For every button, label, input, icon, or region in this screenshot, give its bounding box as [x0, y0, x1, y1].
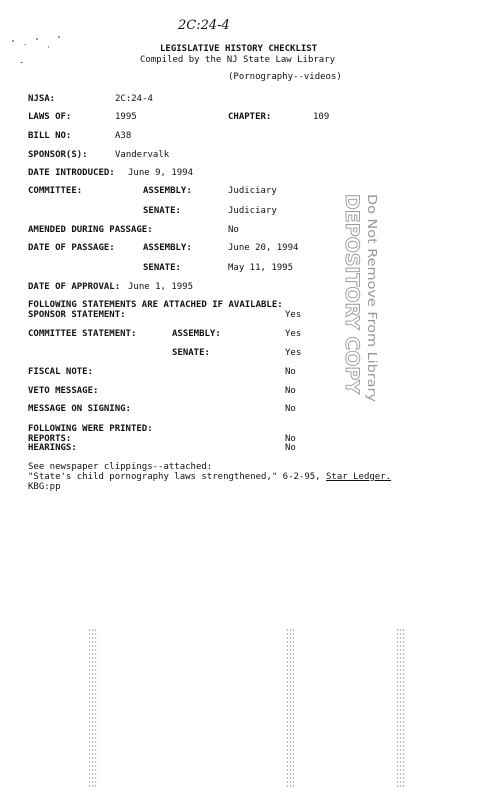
- message-on-signing-label: MESSAGE ON SIGNING:: [28, 404, 131, 414]
- committee-senate-label: SENATE:: [143, 206, 181, 216]
- scan-noise-left: [88, 628, 98, 788]
- sponsor-statement-value: Yes: [285, 310, 302, 320]
- statement-senate-label: SENATE:: [172, 348, 210, 358]
- sponsor-value: Vandervalk: [115, 150, 170, 160]
- clipping-source: Star Ledger.: [326, 472, 392, 482]
- statement-assembly-label: ASSEMBLY:: [172, 329, 221, 339]
- date-introduced-label: DATE INTRODUCED:: [28, 168, 115, 178]
- passage-assembly-value: June 20, 1994: [228, 243, 299, 253]
- statement-assembly-value: Yes: [285, 329, 302, 339]
- passage-senate-label: SENATE:: [143, 263, 181, 273]
- reports-value: No: [285, 434, 296, 444]
- initials: KBG:pp: [28, 482, 61, 492]
- checklist-subtitle: Compiled by the NJ State Law Library: [140, 55, 336, 65]
- checklist-topic: (Pornography--videos): [228, 72, 342, 82]
- statements-heading: FOLLOWING STATEMENTS ARE ATTACHED IF AVAILABLE:: [28, 300, 283, 310]
- fiscal-note-value: No: [285, 367, 296, 377]
- amended-value: No: [228, 225, 239, 235]
- committee-assembly-value: Judiciary: [228, 186, 277, 196]
- veto-message-label: VETO MESSAGE:: [28, 386, 99, 396]
- njsa-label: NJSA:: [28, 94, 56, 104]
- bill-no-label: BILL NO:: [28, 131, 72, 141]
- sponsor-statement-label: SPONSOR STATEMENT:: [28, 310, 126, 320]
- committee-label: COMMITTEE:: [28, 186, 83, 196]
- clippings-note: See newspaper clippings--attached:: [28, 462, 213, 472]
- passage-senate-value: May 11, 1995: [228, 263, 294, 273]
- message-on-signing-value: No: [285, 404, 296, 414]
- date-of-approval-value: June 1, 1995: [128, 282, 194, 292]
- date-introduced-value: June 9, 1994: [128, 168, 194, 178]
- checklist-title: LEGISLATIVE HISTORY CHECKLIST: [160, 44, 318, 54]
- chapter-label: CHAPTER:: [228, 112, 272, 122]
- reports-label: REPORTS:: [28, 434, 72, 444]
- laws-of-value: 1995: [115, 112, 137, 122]
- statement-senate-value: Yes: [285, 348, 302, 358]
- printed-heading: FOLLOWING WERE PRINTED:: [28, 424, 153, 434]
- handwritten-citation: 2C:24-4: [178, 18, 230, 33]
- sponsor-label: SPONSOR(S):: [28, 150, 88, 160]
- hearings-label: HEARINGS:: [28, 443, 77, 453]
- scan-noise-center: [286, 628, 294, 788]
- laws-of-label: LAWS OF:: [28, 112, 72, 122]
- clipping-citation: [28, 472, 391, 483]
- depository-copy-stamp: [328, 186, 388, 426]
- chapter-value: 109: [313, 112, 330, 122]
- fiscal-note-label: FISCAL NOTE:: [28, 367, 94, 377]
- committee-assembly-label: ASSEMBLY:: [143, 186, 192, 196]
- hearings-value: No: [285, 443, 296, 453]
- committee-statement-label: COMMITTEE STATEMENT:: [28, 329, 137, 339]
- stamp-line-2: Do Not Remove From Library: [365, 194, 379, 368]
- passage-assembly-label: ASSEMBLY:: [143, 243, 192, 253]
- veto-message-value: No: [285, 386, 296, 396]
- bill-no-value: A38: [115, 131, 132, 141]
- date-of-approval-label: DATE OF APPROVAL:: [28, 282, 121, 292]
- stamp-line-1: DEPOSITORY COPY: [341, 194, 363, 395]
- njsa-value: 2C:24-4: [115, 94, 153, 104]
- date-of-passage-label: DATE OF PASSAGE:: [28, 243, 115, 253]
- scan-noise-right: [396, 628, 406, 788]
- clipping-title: "State's child pornography laws strengthened," 6-2-95,: [28, 472, 327, 482]
- amended-label: AMENDED DURING PASSAGE:: [28, 225, 153, 235]
- committee-senate-value: Judiciary: [228, 206, 277, 216]
